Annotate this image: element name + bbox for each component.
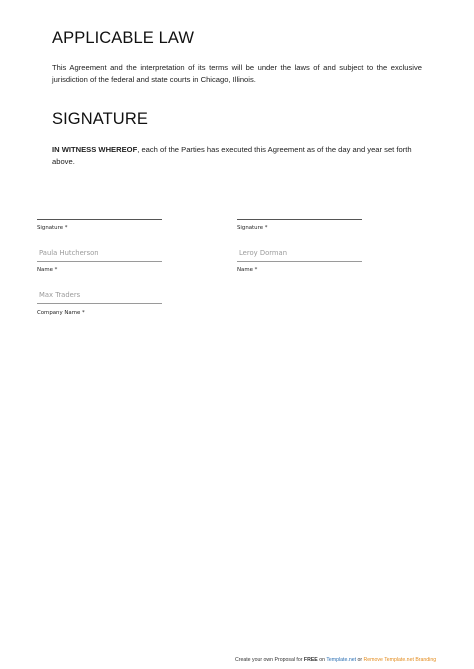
applicable-law-text: This Agreement and the interpretation of its terms will be under the laws of and subject to the exclusive jurisdiction of the federal and state courts in Chicago, Illinois. [52, 63, 422, 84]
footer-free: FREE [303, 657, 318, 663]
footer-on: on [317, 657, 327, 663]
witness-bold-text: IN WITNESS WHEREOF [52, 145, 138, 154]
template-net-link[interactable]: Template.net [326, 657, 357, 663]
name-label-right: Name * [237, 267, 258, 273]
company-label-left: Company Name * [37, 310, 85, 316]
footer-branding [235, 657, 436, 663]
witness-text: , each of the Parties has executed this Agreement as of the day and year set forth above. [52, 145, 412, 166]
name-field-left[interactable]: Paula Hutcherson [37, 245, 162, 262]
section-heading-signature: SIGNATURE [52, 110, 148, 128]
remove-branding-link[interactable]: Remove Template.net Branding [363, 657, 437, 663]
signature-label-left: Signature * [37, 225, 68, 231]
signature-line-left[interactable] [37, 219, 162, 220]
name-label-left: Name * [37, 267, 58, 273]
signature-line-right[interactable] [237, 219, 362, 220]
section-heading-applicable-law: APPLICABLE LAW [52, 29, 195, 47]
witness-statement [52, 144, 422, 167]
signature-label-right: Signature * [237, 225, 268, 231]
footer-prefix: Create your own Proposal for [235, 657, 304, 663]
name-field-right[interactable]: Leroy Dorman [237, 245, 362, 262]
company-field-left[interactable]: Max Traders [37, 287, 162, 304]
footer-or: or [356, 657, 364, 663]
